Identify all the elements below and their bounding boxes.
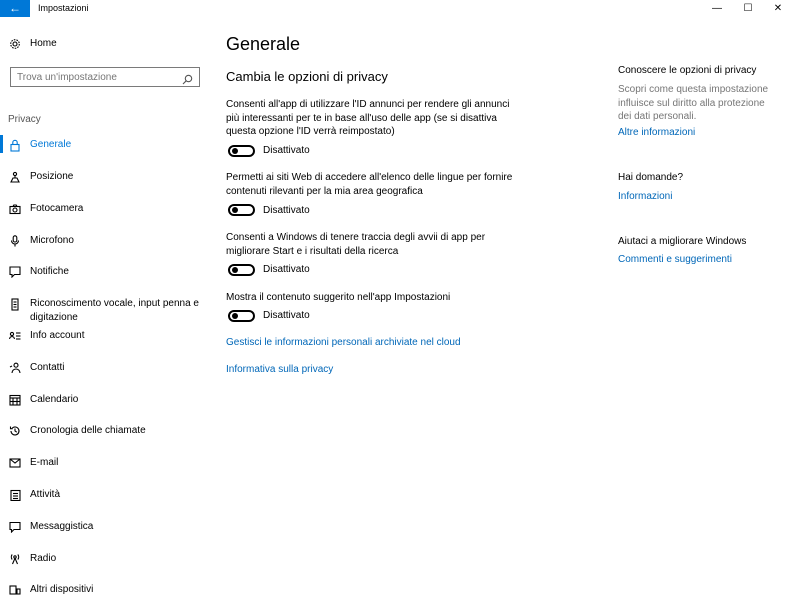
- setting-description-advertising-id: Consenti all'app di utilizzare l'ID annunci per rendere gli annunci più interessanti per te in base all'uso delle app (se si disattiva questa opzione l'ID verrà reimpostato): [226, 99, 510, 137]
- sidebar-item-home[interactable]: [0, 32, 215, 58]
- toggle-knob: [232, 207, 238, 213]
- sidebar-item-label: Riconoscimento vocale, input penna e digitazione: [30, 298, 199, 323]
- devices-icon: [8, 583, 22, 597]
- sidebar: [0, 17, 215, 613]
- maximize-button[interactable]: ☐: [743, 3, 753, 14]
- sidebar-item-radio[interactable]: [0, 547, 215, 573]
- search-icon[interactable]: [182, 72, 193, 83]
- sidebar-item-info-account[interactable]: [0, 324, 215, 350]
- minimize-button[interactable]: —: [712, 3, 722, 14]
- advertising-id-toggle[interactable]: [228, 145, 255, 157]
- know-privacy-title: Conoscere le opzioni di privacy: [618, 65, 757, 76]
- sidebar-item-label: Info account: [30, 330, 85, 341]
- title-bar: [0, 0, 793, 17]
- sidebar-item-riconoscimento-vocale[interactable]: [0, 292, 215, 324]
- speech-icon: [8, 297, 22, 311]
- more-info-link[interactable]: Altre informazioni: [618, 127, 696, 138]
- toggle-state-label: Disattivato: [263, 145, 310, 156]
- sidebar-item-notifiche[interactable]: [0, 260, 215, 286]
- notification-icon: [8, 265, 22, 279]
- call-history-icon: [8, 424, 22, 438]
- sidebar-item-label: E-mail: [30, 457, 59, 468]
- search-box[interactable]: [10, 67, 200, 87]
- language-list-toggle[interactable]: [228, 204, 255, 216]
- suggested-content-toggle[interactable]: [228, 310, 255, 322]
- sidebar-item-email[interactable]: [0, 451, 215, 477]
- sidebar-item-altri-dispositivi[interactable]: [0, 578, 215, 604]
- sidebar-item-label: Contatti: [30, 362, 65, 373]
- sidebar-item-messaggistica[interactable]: [0, 515, 215, 541]
- calendar-icon: [8, 393, 22, 407]
- sidebar-item-label: Generale: [30, 139, 72, 150]
- window-title: Impostazioni: [38, 3, 89, 13]
- questions-title: Hai domande?: [618, 172, 684, 183]
- setting-description-app-launches: Consenti a Windows di tenere traccia degli avvii di app per migliorare Start e i risultati della ricerca: [226, 232, 486, 257]
- close-button[interactable]: ✕: [773, 3, 783, 14]
- sidebar-item-label: Altri dispositivi: [30, 584, 94, 595]
- sidebar-item-label: Cronologia delle chiamate: [30, 425, 146, 436]
- sidebar-item-label: Microfono: [30, 235, 74, 246]
- setting-description-suggested-content: Mostra il contenuto suggerito nell'app Impostazioni: [226, 292, 451, 303]
- toggle-state-label: Disattivato: [263, 264, 310, 275]
- messaging-icon: [8, 520, 22, 534]
- microphone-icon: [8, 234, 22, 248]
- sidebar-item-contatti[interactable]: [0, 356, 215, 382]
- sidebar-item-label: Home: [30, 38, 57, 49]
- page-title: Generale: [226, 34, 301, 54]
- back-button[interactable]: ←: [0, 0, 30, 17]
- setting-description-language-list: Permetti ai siti Web di accedere all'elenco delle lingue per fornire contenuti rilevanti per la mia area geografica: [226, 172, 513, 197]
- radio-icon: [8, 552, 22, 566]
- section-label: Privacy: [8, 114, 41, 125]
- tasks-icon: [8, 488, 22, 502]
- camera-icon: [8, 202, 22, 216]
- lock-icon: [8, 138, 22, 152]
- know-privacy-text: Scopri come questa impostazione influisce sul diritto alla protezione dei dati personali.: [618, 84, 769, 122]
- email-icon: [8, 456, 22, 470]
- account-info-icon: [8, 329, 22, 343]
- toggle-knob: [232, 148, 238, 154]
- sidebar-item-label: Fotocamera: [30, 203, 84, 214]
- sidebar-item-label: Notifiche: [30, 266, 69, 277]
- active-indicator: [0, 135, 3, 153]
- contacts-icon: [8, 361, 22, 375]
- sidebar-item-fotocamera[interactable]: [0, 197, 215, 223]
- section-title: Cambia le opzioni di privacy: [226, 69, 388, 84]
- location-icon: [8, 170, 22, 184]
- information-link[interactable]: Informazioni: [618, 191, 673, 202]
- sidebar-item-generale[interactable]: [0, 133, 215, 159]
- gear-icon: [8, 37, 22, 51]
- improve-windows-title: Aiutaci a migliorare Windows: [618, 236, 747, 247]
- toggle-state-label: Disattivato: [263, 310, 310, 321]
- feedback-link[interactable]: Commenti e suggerimenti: [618, 254, 732, 265]
- privacy-statement-link[interactable]: Informativa sulla privacy: [226, 364, 334, 375]
- manage-cloud-info-link[interactable]: Gestisci le informazioni personali archiviate nel cloud: [226, 337, 461, 348]
- search-input[interactable]: [17, 70, 177, 84]
- sidebar-item-label: Radio: [30, 553, 57, 564]
- app-launch-tracking-toggle[interactable]: [228, 264, 255, 276]
- sidebar-item-attivita[interactable]: [0, 483, 215, 509]
- toggle-state-label: Disattivato: [263, 205, 310, 216]
- sidebar-item-label: Messaggistica: [30, 521, 94, 532]
- sidebar-item-label: Attività: [30, 489, 61, 500]
- sidebar-item-label: Posizione: [30, 171, 74, 182]
- sidebar-item-calendario[interactable]: [0, 388, 215, 414]
- sidebar-item-cronologia-chiamate[interactable]: [0, 419, 215, 445]
- sidebar-item-posizione[interactable]: [0, 165, 215, 191]
- sidebar-item-label: Calendario: [30, 394, 79, 405]
- toggle-knob: [232, 313, 238, 319]
- toggle-knob: [232, 267, 238, 273]
- sidebar-item-microfono[interactable]: [0, 229, 215, 255]
